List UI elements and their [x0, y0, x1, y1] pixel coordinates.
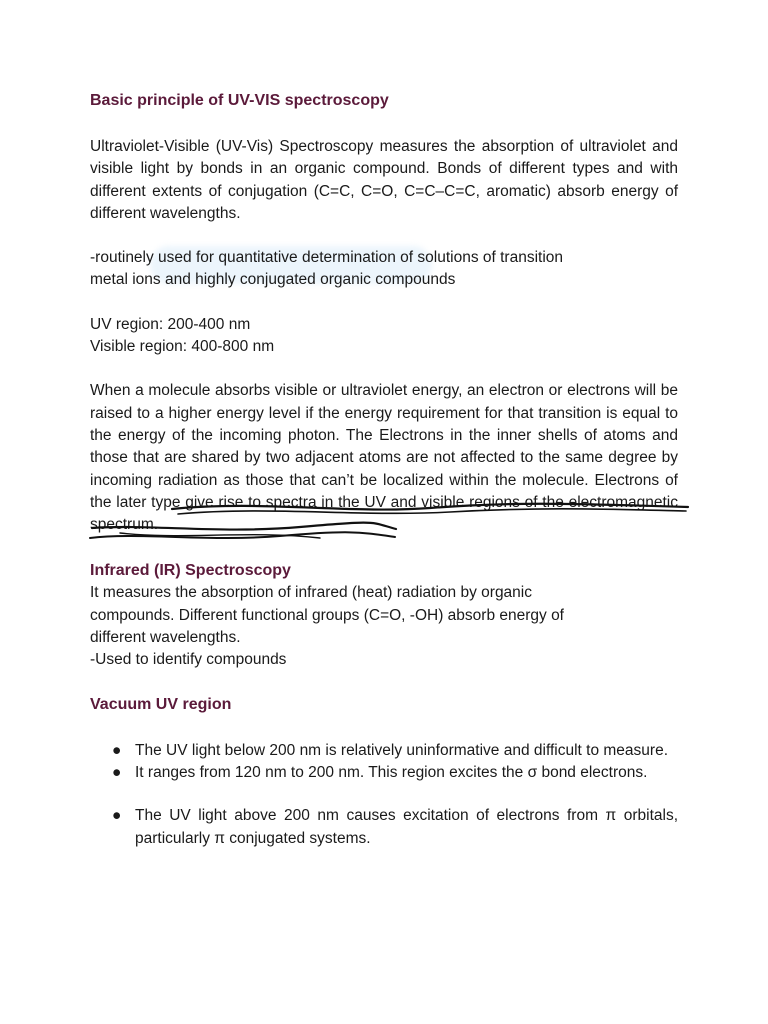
bullet-icon: ● — [112, 741, 122, 759]
bullet-text: It ranges from 120 nm to 200 nm. This region excites the σ bond electrons. — [135, 763, 648, 781]
ir-line-2: compounds. Different functional groups (C=O, -OH) absorb energy of — [90, 606, 564, 624]
ir-heading: Infrared (IR) Spectroscopy — [90, 562, 291, 580]
document-page — [90, 90, 678, 850]
ir-line-3: different wavelengths. — [90, 629, 241, 647]
bullet-text: The UV light below 200 nm is relatively uninformative and difficult to measure. — [135, 741, 669, 759]
uvvis-usage-line-2: metal ions and highly conjugated organic compounds — [90, 271, 456, 289]
vacuum-uv-bullet-list — [90, 740, 678, 850]
uvvis-heading: Basic principle of UV-VIS spectroscopy — [90, 92, 389, 109]
uvvis-intro-paragraph: Ultraviolet-Visible (UV-Vis) Spectroscopy measures the absorption of ultraviolet and visible light by bonds in an organic compound. Bonds of different types and with different extents of conjugation (C=C, C=O, C=C–C=C, aromatic) absorb energy of different wavelengths. — [90, 138, 678, 222]
list-item — [90, 740, 678, 762]
ir-line-4: -Used to identify compounds — [90, 651, 287, 669]
uvvis-usage-line-1: -routinely used for quantitative determination of solutions of transition — [90, 249, 564, 267]
list-item — [90, 805, 678, 850]
bullet-text: The UV light above 200 nm causes excitation of electrons from π orbitals, particularly π conjugated systems. — [135, 807, 678, 847]
uv-region-text: UV region: 200-400 nm — [90, 315, 251, 333]
ir-line-1: It measures the absorption of infrared (heat) radiation by organic — [90, 584, 532, 602]
list-item — [90, 762, 678, 784]
vacuum-uv-heading: Vacuum UV region — [90, 695, 232, 713]
visible-region-text: Visible region: 400-800 nm — [90, 338, 275, 356]
bullet-icon: ● — [112, 763, 122, 781]
bullet-icon: ● — [112, 807, 122, 825]
absorption-paragraph: When a molecule absorbs visible or ultraviolet energy, an electron or electrons will be raised to a higher energy level if the energy requirement for that transition is equal to the energy of the incoming photon. The Electrons in the inner shells of atoms and those that are shared by two adjacent atoms are not affected to the same degree by incoming radiation as those that can’t be localized within the molecule. Electrons of the later type give rise to spectra in the UV and visible regions of the electromagnetic spectrum. — [90, 382, 678, 534]
